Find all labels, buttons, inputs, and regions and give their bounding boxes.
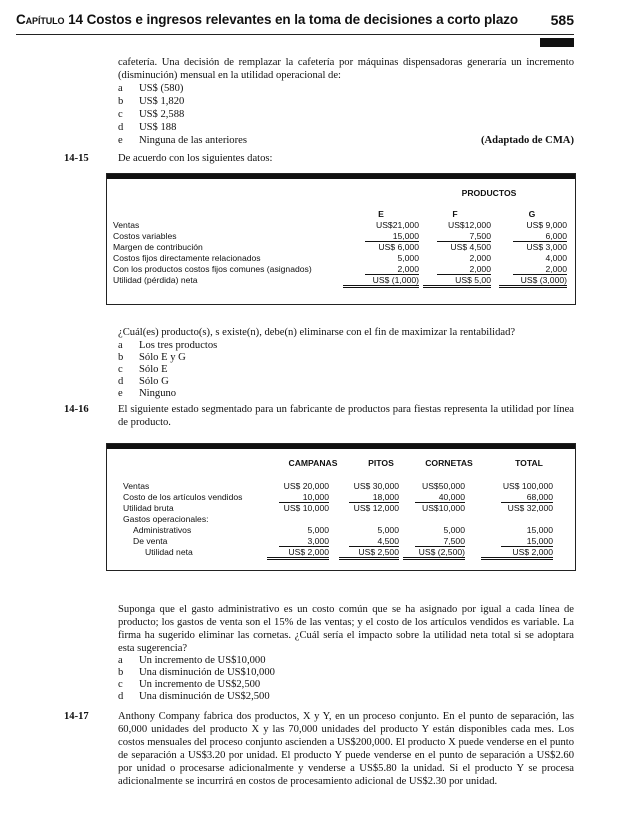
cell-value: US$ 2,500 bbox=[339, 547, 399, 560]
cell-value: 5,000 bbox=[397, 253, 419, 263]
cell-value: 2,000 bbox=[437, 264, 491, 275]
cell-value: US$ (1,000) bbox=[343, 275, 419, 288]
column-header: TOTAL bbox=[515, 458, 543, 468]
problem-number: 14-15 bbox=[64, 153, 89, 164]
cell-value: 3,000 bbox=[279, 536, 329, 547]
cell-value: 2,000 bbox=[513, 264, 567, 275]
option-item: a Un incremento de US$10,000 bbox=[118, 655, 266, 666]
row-label: Gastos operacionales: bbox=[123, 514, 209, 524]
option-item: b US$ 1,820 bbox=[118, 96, 185, 107]
segmented-statement-table bbox=[106, 443, 576, 571]
cell-value: 10,000 bbox=[279, 492, 329, 503]
option-item: c Un incremento de US$2,500 bbox=[118, 679, 261, 690]
row-label: Ventas bbox=[123, 481, 150, 491]
chapter-title: Costos e ingresos relevantes en la toma de decisiones a corto plazo bbox=[86, 12, 519, 27]
row-label: Utilidad neta bbox=[145, 547, 193, 557]
cell-value: 7,500 bbox=[415, 536, 465, 547]
cell-value: US$ 5,00 bbox=[423, 275, 491, 288]
cell-value: US$10,000 bbox=[421, 503, 465, 513]
cell-value: 15,000 bbox=[526, 525, 553, 535]
cell-value: 18,000 bbox=[349, 492, 399, 503]
cell-value: 4,000 bbox=[545, 253, 567, 263]
option-item: a Los tres productos bbox=[118, 340, 218, 351]
cell-value: 5,000 bbox=[307, 525, 329, 535]
option-item: d US$ 188 bbox=[118, 122, 177, 133]
row-label: Ventas bbox=[113, 220, 140, 230]
cell-value: 40,000 bbox=[415, 492, 465, 503]
cell-value: US$ (3,000) bbox=[499, 275, 567, 288]
row-label: De venta bbox=[133, 536, 168, 546]
cell-value: US$12,000 bbox=[447, 220, 491, 230]
cell-value: US$ 32,000 bbox=[507, 503, 553, 513]
problem-number: 14-17 bbox=[64, 711, 89, 722]
question-text: ¿Cuál(es) producto(s), s existe(n), debe(n) eliminarse con el fin de maximizar la rentabilidad? bbox=[118, 327, 516, 338]
row-label: Costos variables bbox=[113, 231, 177, 241]
header-bar bbox=[540, 38, 574, 47]
row-label: Administrativos bbox=[133, 525, 192, 535]
cell-value: US$21,000 bbox=[375, 220, 419, 230]
option-item: e Ninguno bbox=[118, 388, 177, 399]
cell-value: US$ 10,000 bbox=[283, 503, 329, 513]
column-header: CORNETAS bbox=[425, 458, 473, 468]
chapter-number: 14 bbox=[68, 12, 83, 27]
column-header: E bbox=[378, 209, 384, 219]
option-item: c Sólo E bbox=[118, 364, 168, 375]
cell-value: 2,000 bbox=[365, 264, 419, 275]
header-rule bbox=[16, 34, 574, 35]
cell-value: US$ 2,000 bbox=[267, 547, 329, 560]
column-header: CAMPANAS bbox=[288, 458, 338, 468]
cell-value: US$ 12,000 bbox=[353, 503, 399, 513]
table-top-bar bbox=[107, 444, 575, 449]
cell-value: 68,000 bbox=[501, 492, 553, 503]
cell-value: 5,000 bbox=[443, 525, 465, 535]
cell-value: 15,000 bbox=[501, 536, 553, 547]
table-top-bar bbox=[107, 174, 575, 179]
cell-value: US$ 4,500 bbox=[450, 242, 491, 252]
source-note: (Adaptado de CMA) bbox=[481, 135, 574, 146]
cell-value: 15,000 bbox=[365, 231, 419, 242]
cell-value: US$ (2,500) bbox=[403, 547, 465, 560]
cell-value: US$ 3,000 bbox=[526, 242, 567, 252]
cell-value: 7,500 bbox=[437, 231, 491, 242]
column-header: PITOS bbox=[368, 458, 394, 468]
row-label: Margen de contribución bbox=[113, 242, 203, 252]
row-label: Utilidad bruta bbox=[123, 503, 174, 513]
intro-paragraph: cafetería. Una decisión de remplazar la cafetería por máquinas dispensadoras generaría un incremento (disminución) mensual en la utilidad operacional de: bbox=[118, 57, 574, 81]
row-label: Costo de los artículos vendidos bbox=[123, 492, 243, 502]
problem-number: 14-16 bbox=[64, 404, 89, 415]
option-item: d Una disminución de US$2,500 bbox=[118, 691, 270, 702]
row-label: Utilidad (pérdida) neta bbox=[113, 275, 198, 285]
cell-value: US$ 2,000 bbox=[481, 547, 553, 560]
question-text: Suponga que el gasto administrativo es un costo común que se ha asignado por igual a cada línea de producto; los gastos de venta son el 15% de las ventas; y el costo de los artículos vendidos es variable. La firma ha sugerido eliminar las cornetas. ¿Cuál sería el impacto sobre la utilidad neta total si se adoptara esta sugerencia? bbox=[118, 604, 574, 654]
column-header: G bbox=[528, 209, 536, 219]
row-label: Con los productos costos fijos comunes (asignados) bbox=[113, 264, 312, 274]
cell-value: US$50,000 bbox=[421, 481, 465, 491]
page-number: 585 bbox=[550, 12, 574, 28]
products-table bbox=[106, 173, 576, 305]
cell-value: US$ 6,000 bbox=[378, 242, 419, 252]
cell-value: US$ 9,000 bbox=[526, 220, 567, 230]
problem-text: El siguiente estado segmentado para un fabricante de productos para fiestas representa la utilidad por línea de producto. bbox=[118, 404, 574, 428]
column-header: F bbox=[452, 209, 458, 219]
problem-text: De acuerdo con los siguientes datos: bbox=[118, 153, 273, 164]
row-label: Costos fijos directamente relacionados bbox=[113, 253, 261, 263]
option-item: b Una disminución de US$10,000 bbox=[118, 667, 275, 678]
chapter-label: Capítulo bbox=[16, 12, 65, 27]
cell-value: 5,000 bbox=[377, 525, 399, 535]
cell-value: 6,000 bbox=[513, 231, 567, 242]
option-item: c US$ 2,588 bbox=[118, 109, 185, 120]
option-item: d Sólo G bbox=[118, 376, 169, 387]
chapter-header bbox=[16, 12, 518, 28]
cell-value: 4,500 bbox=[349, 536, 399, 547]
option-item: e Ninguna de las anteriores bbox=[118, 135, 247, 146]
cell-value: US$ 20,000 bbox=[283, 481, 329, 491]
cell-value: US$ 100,000 bbox=[502, 481, 553, 491]
cell-value: US$ 30,000 bbox=[353, 481, 399, 491]
option-item: a US$ (580) bbox=[118, 83, 184, 94]
cell-value: 2,000 bbox=[469, 253, 491, 263]
group-header: PRODUCTOS bbox=[461, 188, 517, 198]
option-item: b Sólo E y G bbox=[118, 352, 186, 363]
problem-text: Anthony Company fabrica dos productos, X y Y, en un proceso conjunto. En el punto de separación, las 60,000 unidades del producto X y las 70,000 unidades del producto Y están disponibles cada mes. Los costos mensuales del proceso conjunto ascienden a US$200,000. El producto X puede venderse en el punto de separación a US$3.20 por unidad. El producto Y puede venderse en el punto de separación a US$2.60 por unidad o procesarse adicionalmente y venderse a US$5.80 la unidad. Si el producto Y se procesa adicionalmente se incurrirá en costos de procesamiento adicional de US$2.30 por unidad. bbox=[118, 711, 574, 787]
